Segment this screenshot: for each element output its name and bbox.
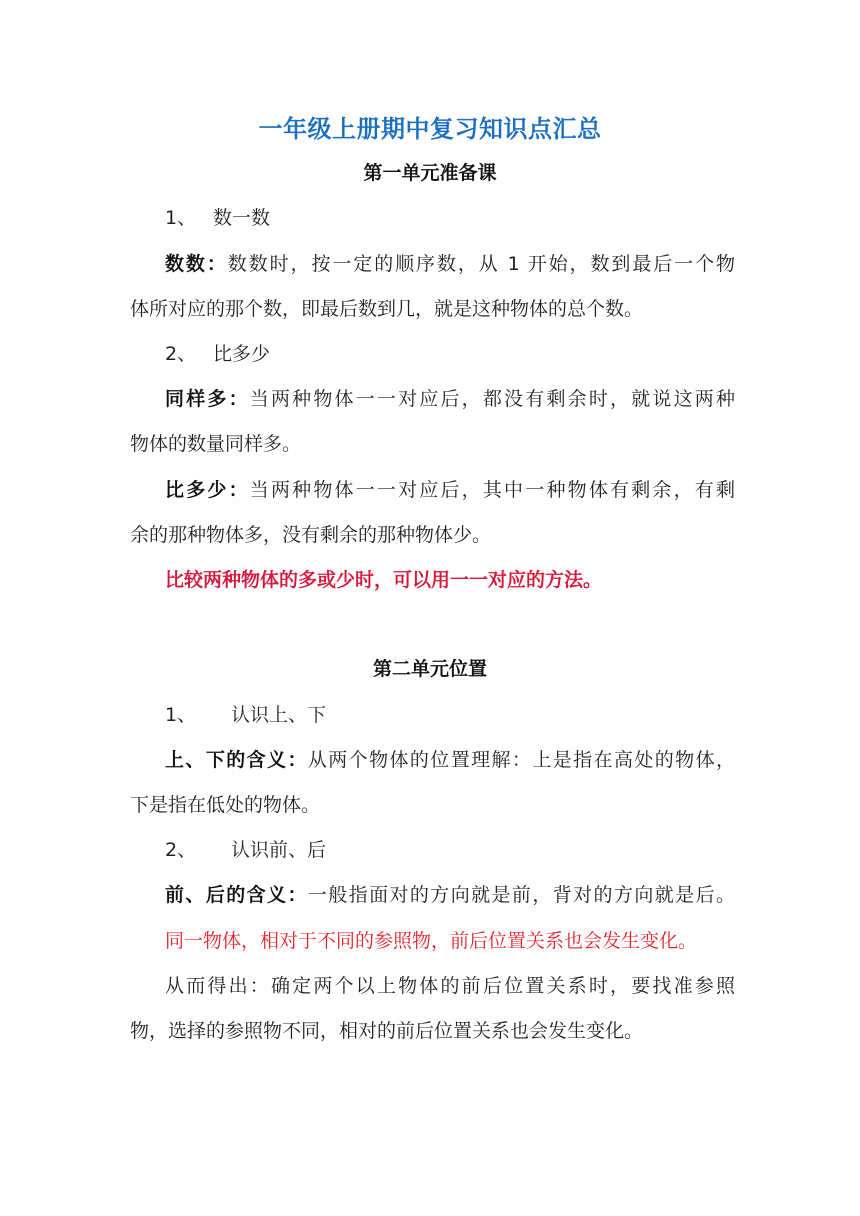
- compare-line-2: 余的那种物体多，没有剩余的那种物体少。: [130, 524, 492, 546]
- highlight-one-to-one: 比较两种物体的多或少时，可以用一一对应的方法。: [165, 569, 603, 591]
- up-down-text-1: 从两个物体的位置理解：上是指在高处的物体，: [307, 749, 735, 771]
- section-number: 1、: [165, 207, 197, 229]
- counting-definition-line-2: 体所对应的那个数，即最后数到几，就是这种物体的总个数。: [130, 298, 644, 320]
- term-up-down: 上、下的含义：: [165, 749, 308, 771]
- reference-note: 同一物体，相对于不同的参照物，前后位置关系也会发生变化。: [165, 930, 698, 952]
- section-number: 2、: [165, 839, 197, 861]
- term-counting: 数数：: [165, 253, 228, 275]
- same-amount-text-1: 当两种物体一一对应后，都没有剩余时，就说这两种: [249, 388, 735, 410]
- unit-2-section-2-heading: [165, 836, 735, 864]
- unit-2-heading: 第二单元位置: [372, 658, 487, 680]
- section-title: 认识上、下: [231, 704, 327, 726]
- unit-1-section-2-heading: [165, 340, 735, 368]
- counting-definition-line-1: [165, 250, 735, 278]
- section-number: 1、: [165, 704, 197, 726]
- section-title: 认识前、后: [231, 839, 327, 861]
- unit-2-section-1-heading: [165, 701, 735, 729]
- same-amount-line-2: 物体的数量同样多。: [130, 433, 302, 455]
- conclusion-line-2: 物，选择的参照物不同，相对的前后位置关系也会发生变化。: [130, 1020, 644, 1042]
- section-number: 2、: [165, 343, 197, 365]
- same-amount-line-1: [165, 385, 735, 413]
- term-compare: 比多少：: [165, 479, 250, 501]
- conclusion-line-1: 从而得出：确定两个以上物体的前后位置关系时，要找准参照: [165, 975, 735, 997]
- counting-text-1: 数数时，按一定的顺序数，从 1 开始，数到最后一个物: [227, 253, 735, 275]
- front-back-meaning: [165, 881, 735, 909]
- unit-1-section-1-heading: [165, 204, 735, 232]
- section-title: 数一数: [213, 207, 271, 229]
- page-title: 一年级上册期中复习知识点汇总: [258, 115, 602, 143]
- unit-1-heading: 第一单元准备课: [363, 162, 497, 184]
- up-down-meaning-line-1: [165, 746, 735, 774]
- compare-line-1: [165, 476, 735, 504]
- up-down-meaning-line-2: 下是指在低处的物体。: [130, 794, 321, 816]
- front-back-text: 一般指面对的方向就是前，背对的方向就是后。: [307, 884, 735, 906]
- term-same-amount: 同样多：: [165, 388, 250, 410]
- term-front-back: 前、后的含义：: [165, 884, 308, 906]
- section-title: 比多少: [213, 343, 271, 365]
- compare-text-1: 当两种物体一一对应后，其中一种物体有剩余，有剩: [249, 479, 735, 501]
